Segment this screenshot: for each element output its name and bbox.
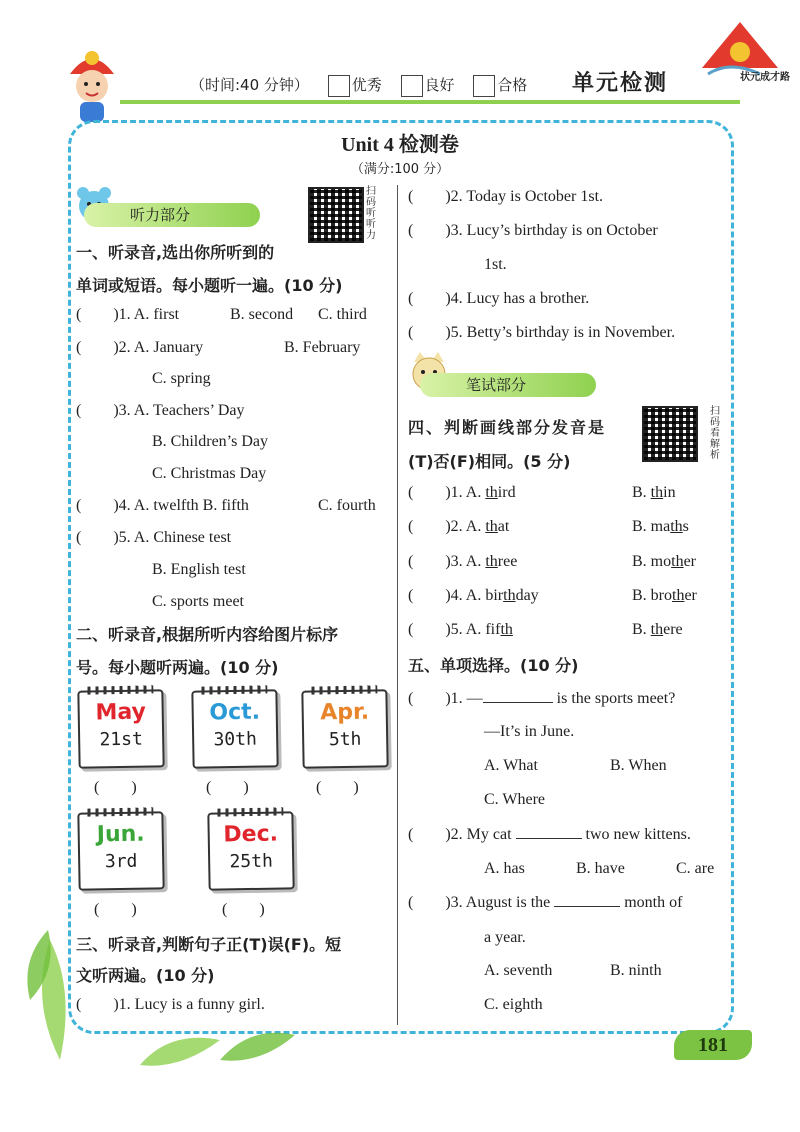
answer-blank[interactable]: ( ) [222,901,265,918]
card-day: 21st [99,728,144,751]
header-rule [120,100,740,104]
option-b: B. February [284,339,361,356]
list-item: ( )3. A. three [408,553,518,570]
option-a: A. What [484,757,538,774]
card-month: Apr. [320,699,370,726]
card-month: May [95,699,147,726]
answer-blank[interactable]: ( ) [316,779,359,796]
rating-checkbox-good[interactable] [401,75,423,97]
list-item: ( )1. A. first [76,306,180,323]
brand-title: 单元检测 [572,71,669,96]
list-item: ( )4. Lucy has a brother. [408,290,590,307]
logo-text: 状元成才路 [740,72,790,83]
calendar-card [77,811,164,890]
option-a: A. seventh [484,962,553,979]
rating-checkbox-excellent[interactable] [328,75,350,97]
card-day: 5th [328,728,362,751]
option-c: C. spring [152,370,211,387]
qr-code-icon[interactable] [308,187,364,243]
list-item: ( )1. A. third [408,484,516,501]
rating-label: 合格 [497,76,528,94]
list-item: ( )3. A. Teachers’ Day [76,402,245,419]
option-c: C. sports meet [152,593,244,610]
section-heading: 五、单项选择。(10 分) [408,656,579,675]
section-heading: 文听两遍。(10 分) [76,966,215,985]
answer-blank[interactable]: ( ) [94,901,137,918]
page-number: 181 [674,1030,752,1060]
calendar-card [301,689,388,768]
list-item: ( )1. — is the sports meet? [408,690,676,707]
page-title: Unit 4 检测卷 [341,134,459,156]
time-limit: （时间:40 分钟） 优秀 良好 合格 [190,74,527,97]
card-month: Dec. [223,821,279,848]
section-heading: 一、听录音,选出你所听到的 [76,243,275,262]
section-heading: 单词或短语。每小题听一遍。(10 分) [76,276,343,295]
option-c: C. Where [484,791,546,808]
qr-code-icon[interactable] [642,406,698,462]
option-c: C. are [676,860,715,877]
section-heading: 三、听录音,判断句子正(T)误(F)。短 [76,935,342,954]
section-heading: (T)否(F)相同。(5 分) [408,452,571,471]
list-item: ( )5. Betty’s birthday is in November. [408,324,676,341]
rating-label: 优秀 [351,76,382,94]
answer-blank[interactable]: ( ) [94,779,137,796]
qr-label: 扫码看解析 [710,406,720,461]
card-month: Oct. [209,699,261,726]
section-heading: 四、判断画线部分发音是 [408,418,607,437]
option-b: B. thin [632,484,676,501]
list-item-continued: 1st. [484,256,507,273]
option-b: B. Children’s Day [152,433,268,450]
card-month: Jun. [96,821,145,848]
section-heading: 号。每小题听两遍。(10 分) [76,658,279,677]
list-item: ( )4. A. birthday [408,587,539,604]
section-heading: 二、听录音,根据所听内容给图片标序 [76,625,339,644]
answer-blank[interactable]: ( ) [206,779,249,796]
list-item: ( )2. Today is October 1st. [408,188,604,205]
rating-checkbox-pass[interactable] [473,75,495,97]
list-item: ( )5. A. Chinese test [76,529,232,546]
option-c: C. fourth [318,497,376,514]
calendar-card [207,811,294,890]
option-b: B. When [610,757,667,774]
option-b: B. ninth [610,962,662,979]
list-item: ( )2. A. that [408,518,510,535]
rating-label: 良好 [424,76,455,94]
option-b: B. mother [632,553,697,570]
qr-label: 扫码听听力 [366,186,376,241]
list-item-continued: a year. [484,929,526,946]
option-c: C. Christmas Day [152,465,267,482]
list-item: ( )3. August is the month of [408,894,683,911]
list-item: ( )3. Lucy’s birthday is on October [408,222,658,239]
listening-banner: 听力部分 [84,203,260,227]
writing-banner: 笔试部分 [420,373,596,397]
option-a: A. has [484,860,525,877]
option-b: B. second [230,306,294,323]
calendar-card [191,689,278,768]
list-item: ( )5. A. fifth [408,621,513,638]
list-item: ( )2. A. January [76,339,204,356]
option-b: B. English test [152,561,246,578]
card-day: 3rd [104,850,138,873]
option-c: C. third [318,306,367,323]
page-subtitle: （满分:100 分） [350,162,450,177]
option-b: B. maths [632,518,689,535]
list-item: ( )1. Lucy is a funny girl. [76,996,265,1013]
mascot-icon [52,44,132,124]
list-item-continued: —It’s in June. [484,723,575,740]
card-day: 30th [213,728,258,751]
list-item: ( )4. A. twelfth B. fifth [76,497,249,514]
calendar-card [77,689,164,768]
option-b: B. have [576,860,625,877]
column-divider [397,185,398,1025]
option-c: C. eighth [484,996,543,1013]
option-b: B. there [632,621,683,638]
card-day: 25th [229,850,274,873]
list-item: ( )2. My cat two new kittens. [408,826,691,843]
option-b: B. brother [632,587,697,604]
